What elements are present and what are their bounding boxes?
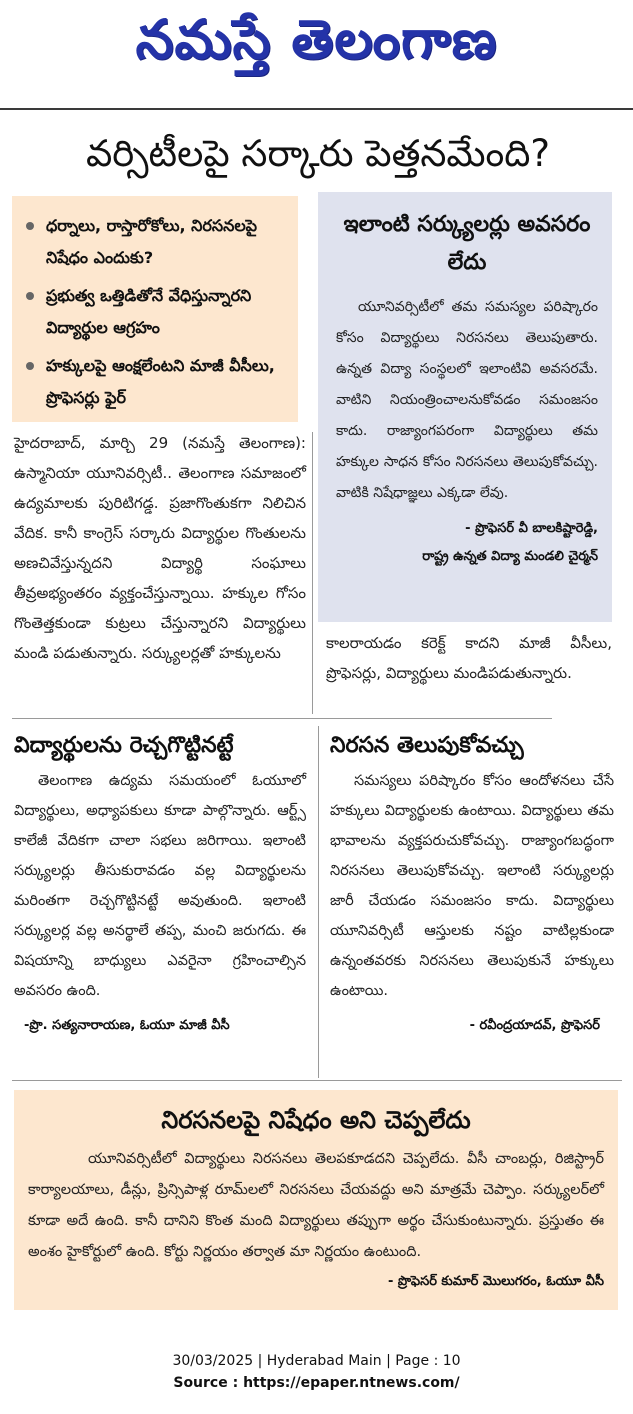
opinion-left — [14, 726, 306, 1040]
footer — [0, 1350, 633, 1394]
sidebar-quote-box — [318, 192, 612, 622]
highlight-item — [26, 210, 288, 274]
lead-paragraph-left: హైదరాబాద్, మార్చి 29 (నమస్తే తెలంగాణ): ఉస్మానియా యూనివర్సిటీ.. తెలంగాణ సమాజంలో ఉద్యమాలకు పురిటిగడ్డ. ప్రజాగొంతుకగా నిలిచిన వేదిక. కానీ కాంగ్రెస్ సర్కారు విద్యార్థుల గొంతులను అణచివేస్తున్నదని విద్యార్థి సంఘాలు తీవ్రఅభ్యంతరం వ్యక్తంచేస్తున్నాయి. హక్కుల గోసం గొంతెత్తకుండా కుట్రలు చేస్తున్నారని విద్యార్థులు మండి పడుతున్నారు. సర్క్యులర్లతో హక్కులను — [14, 434, 306, 662]
sidebar-body: యూనివర్సిటీలో తమ సమస్యల పరిష్కారం కోసం విద్యార్థులు నిరసనలు తెలుపుతారు. ఉన్నత విద్యా సంస్థలలో ఇలాంటివి అవసరమే. వాటిని నియంత్రించాలనుకోవడం సమంజసం కాదు. రాజ్యాంగపరంగా విద్యార్థులు తమ హక్కుల సాధన కోసం నిరసనలు తెలుపుకోవచ్చు. వాటికి నిషేధాజ్ఞలు ఎక్కడా లేవు. — [336, 299, 598, 501]
opinion-right — [330, 726, 614, 1040]
highlight-item — [26, 350, 288, 414]
bullet-icon — [26, 222, 34, 230]
bullet-icon — [26, 292, 34, 300]
masthead-logo: నమస్తే తెలంగాణ — [135, 8, 498, 71]
opinion-right-heading: నిరసన తెలుపుకోవచ్చు — [330, 733, 524, 758]
masthead-divider — [0, 108, 633, 110]
opinion-right-signature: - రవీంద్రయాదవ్, ప్రొఫెసర్ — [469, 1018, 600, 1033]
highlights-box — [12, 196, 298, 422]
opinion-left-signature: -ప్రొ. సత్యనారాయణ, ఓయూ మాజీ వీసీ — [24, 1018, 230, 1033]
sidebar-heading: ఇలాంటి సర్క్యులర్లు అవసరం లేదు — [343, 212, 591, 275]
highlight-text: ప్రభుత్వ ఒత్తిడితోనే వేధిస్తున్నారని విద్యార్థుల ఆగ్రహం — [46, 286, 252, 337]
lead-paragraph-right: కాలరాయడం కరెక్ట్ కాదని మాజీ వీసీలు, ప్రొఫెసర్లు, విద్యార్థులు మండిపడుతున్నారు. — [326, 634, 612, 682]
highlight-item — [26, 280, 288, 344]
highlight-text: ధర్నాలు, రాస్తారోకోలు, నిరసనలపై నిషేధం ఎందుకు? — [46, 216, 258, 267]
opinion-left-body: తెలంగాణ ఉద్యమ సమయంలో ఓయూలో విద్యార్థులు, అధ్యాపకులు కూడా పాల్గొన్నారు. ఆర్ట్స్ కాలేజీ వేదికగా చాలా సభలు జరిగాయి. ఇలాంటి సర్క్యులర్లు తీసుకురావడం వల్ల విద్యార్థులను మరింతగా రెచ్చగొట్టినట్టే అవుతుంది. ఇలాంటి సర్క్యులర్ల వల్ల అనర్థాలే తప్ప, మంచి జరుగదు. ఈ విషయాన్ని బాధ్యులు ఎవరైనా గ్రహించాల్సిన అవసరం ఉంది. — [14, 773, 306, 999]
vc-quote-box — [14, 1090, 618, 1310]
opinion-left-heading: విద్యార్థులను రెచ్చగొట్టినట్టే — [14, 733, 234, 758]
sidebar-signature-title: రాష్ట్ర ఉన్నత విద్యా మండలి చైర్మన్ — [422, 549, 598, 564]
column-divider — [318, 726, 319, 1078]
highlight-text: హక్కులపై ఆంక్షలేంటని మాజీ వీసీలు, ప్రొఫెసర్లు ఫైర్ — [46, 356, 275, 407]
opinion-right-body: సమస్యలు పరిష్కారం కోసం ఆందోళనలు చేసే హక్కులు విద్యార్థులకు ఉంటాయి. విద్యార్థులు తమ భావాలను వ్యక్తపరుచుకోవచ్చు. రాజ్యాంగబద్ధంగా నిరసనలు తెలుపుకోవచ్చు. ఇలాంటి సర్క్యులర్లు జారీ చేయడం సమంజసం కాదు. విద్యార్థులు యూనివర్సిటీ ఆస్తులకు నష్టం వాటిల్లకుండా ఉన్నంతవరకు నిరసనలు తెలుపుకునే హక్కులు ఉంటాయి. — [330, 773, 614, 999]
vc-quote-body: యూనివర్సిటీలో విద్యార్థులు నిరసనలు తెలపకూడదని చెప్పలేదు. వీసీ చాంబర్లు, రిజిస్ట్రార్ కార్యాలయాలు, డీన్లు, ప్రిన్సిపాళ్ల రూమ్‌లలో నిరసనలు చేయవద్దు అని మాత్రమే చెప్పాం. సర్క్యులర్‌లో కూడా అదే ఉంది. కానీ దానిని కొంత మంది విద్యార్థులు తప్పుగా అర్థం చేసుకుంటున్నారు. ప్రస్తుతం ఈ అంశం హైకోర్టులో ఉంది. కోర్టు నిర్ణయం తర్వాత మా నిర్ణయం ఉంటుంది. — [28, 1151, 604, 1260]
section-divider — [12, 718, 552, 719]
sidebar-signature-name: - ప్రొఫెసర్ వీ బాలకిష్టారెడ్డి, — [465, 521, 598, 536]
bullet-icon — [26, 362, 34, 370]
column-divider — [312, 432, 313, 714]
vc-quote-signature: - ప్రొఫెసర్ కుమార్ మొలుగరం, ఓయూ వీసీ — [387, 1274, 604, 1289]
section-divider — [12, 1080, 622, 1081]
vc-quote-heading: నిరసనలపై నిషేధం అని చెప్పలేదు — [161, 1106, 471, 1134]
footer-edition-info: 30/03/2025 | Hyderabad Main | Page : 10 — [172, 1353, 461, 1369]
footer-source-link[interactable]: Source : https://epaper.ntnews.com/ — [173, 1375, 460, 1391]
article-headline: వర్సిటీలపై సర్కారు పెత్తనమేంది? — [86, 132, 550, 175]
